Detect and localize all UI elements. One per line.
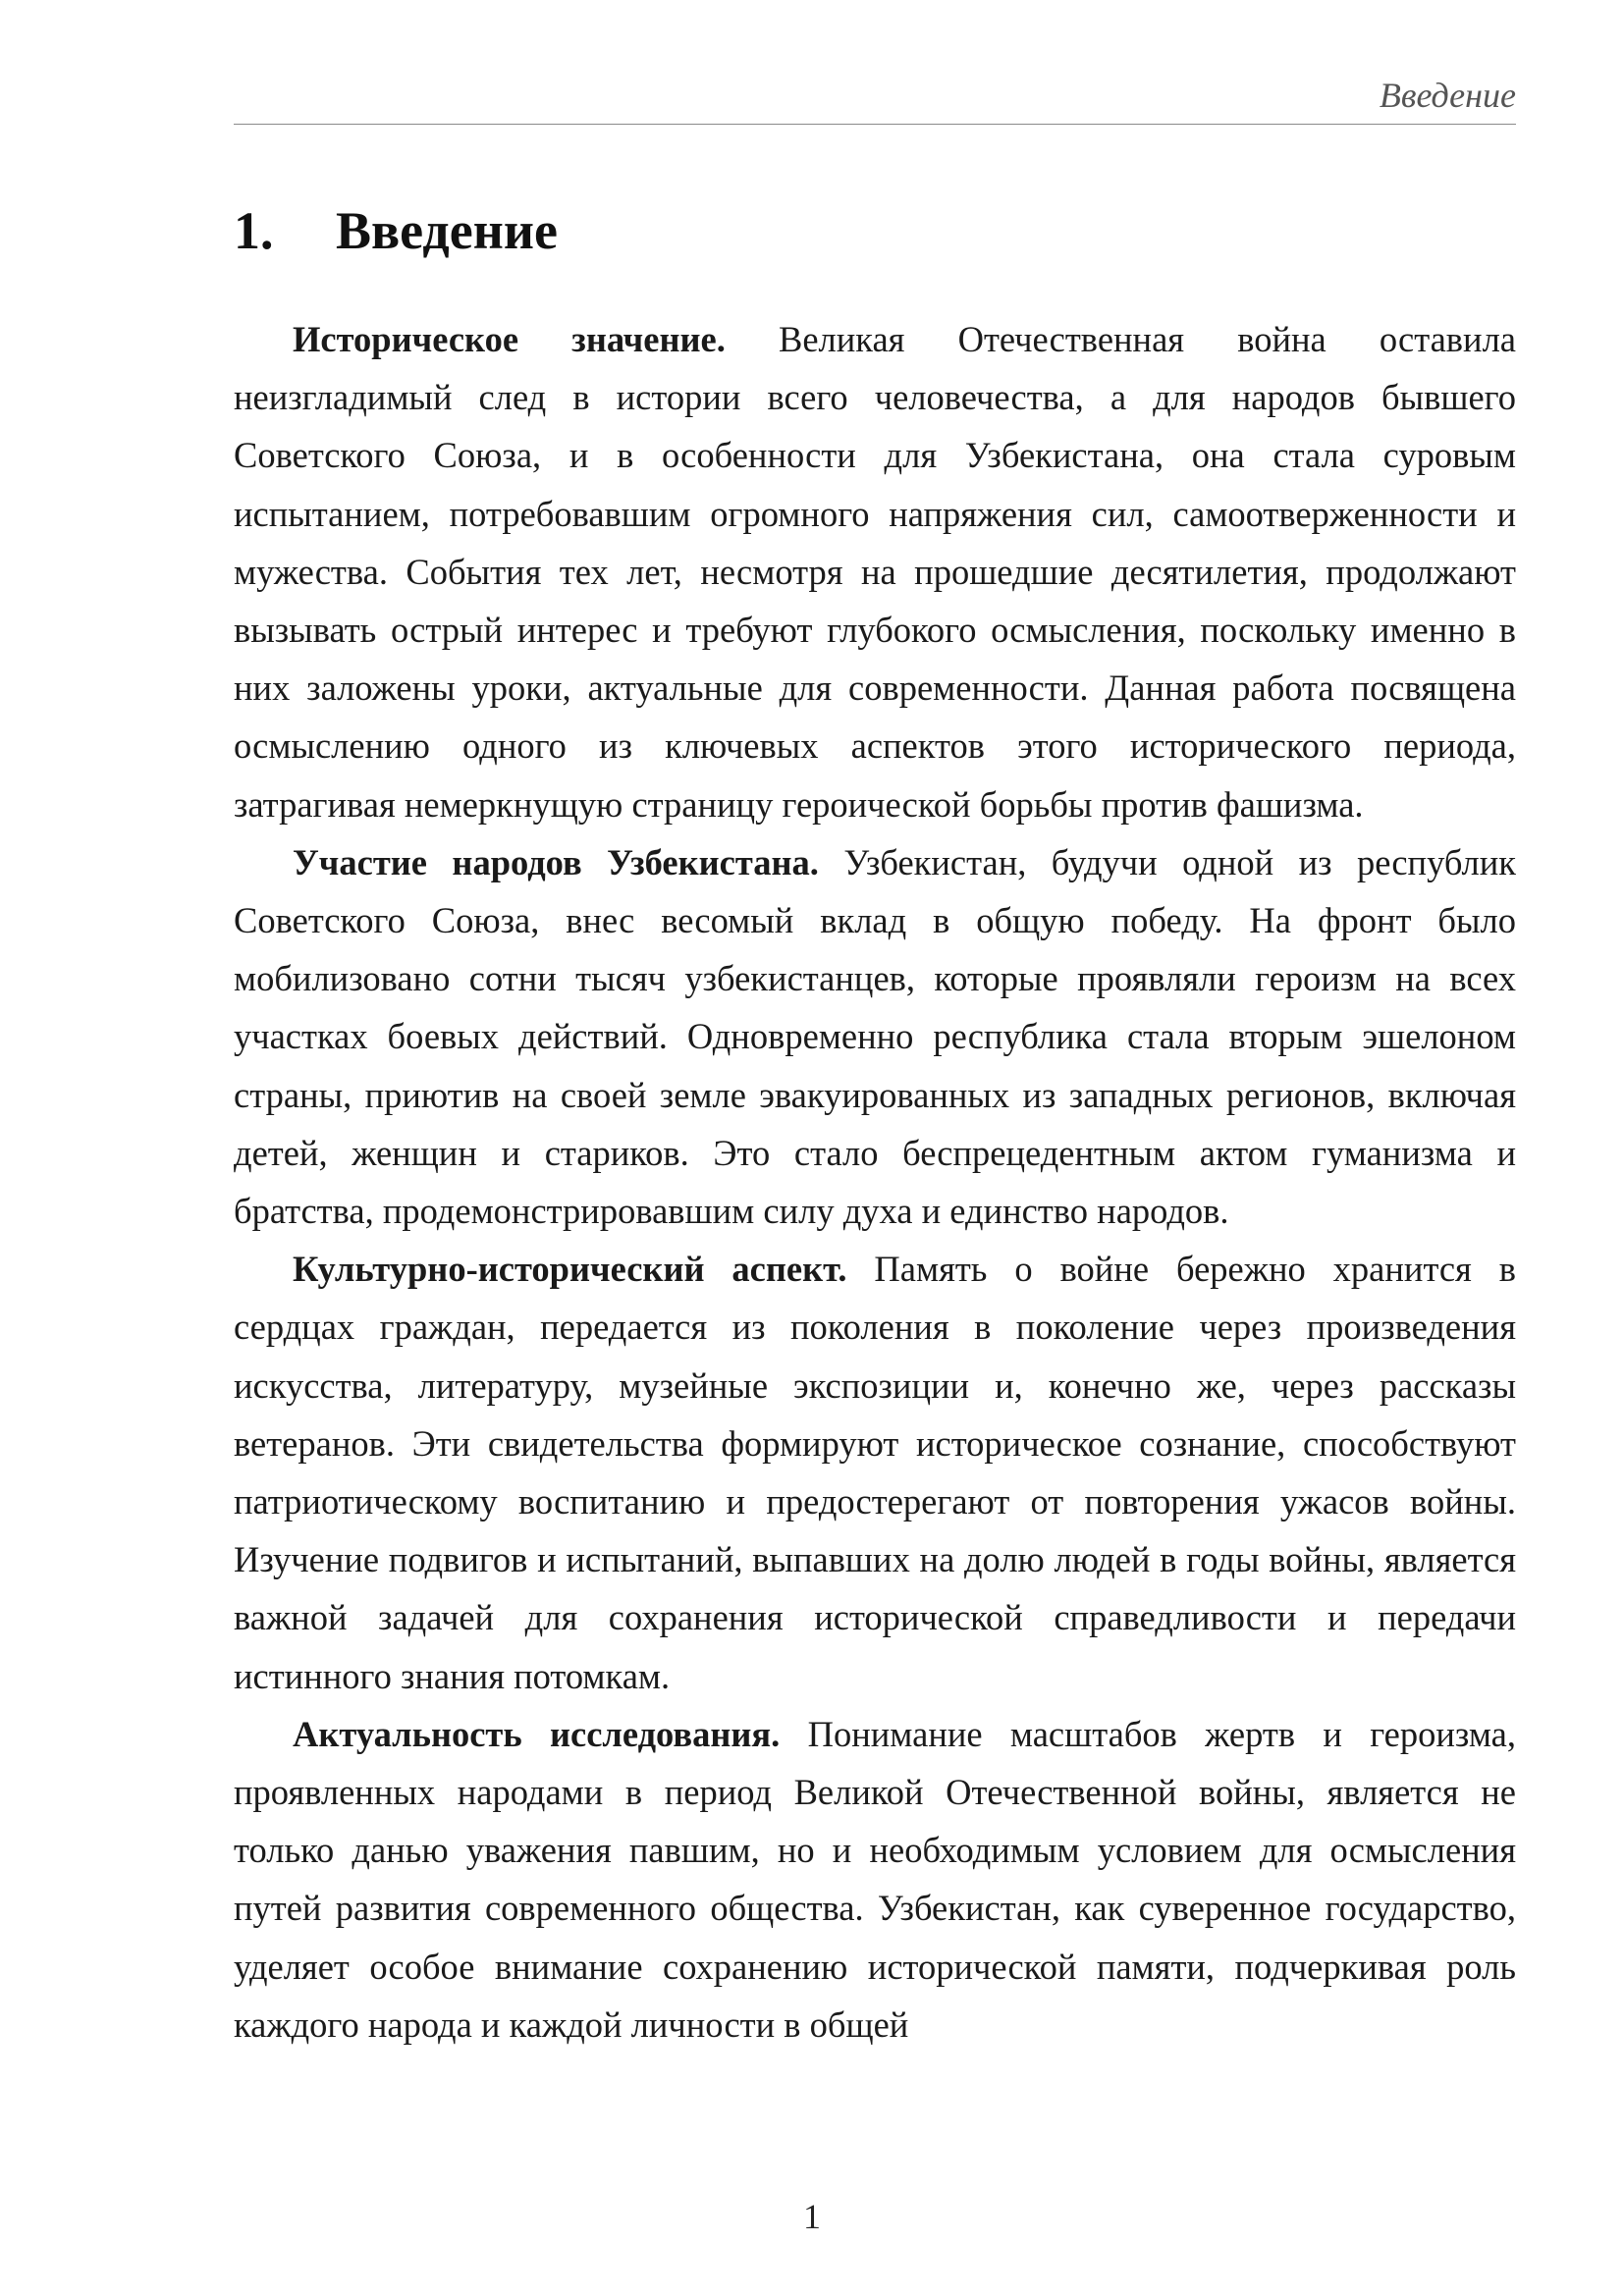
running-header [234, 71, 1516, 125]
page-number: 1 [803, 2197, 821, 2236]
paragraph-text: Великая Отечественная война оставила неизгладимый след в истории всего человечества, а для народов бывшего Советского Союза, и в особенности для Узбекистана, она стала суровым испытанием, потребовавшим огромного напряжения сил, самоотверженности и мужества. События тех лет, несмотря на прошедшие десятилетия, продолжают вызывать острый интерес и требуют глубокого осмысления, поскольку именно в них заложены уроки, актуальные для современности. Данная работа посвящена осмыслению одного из ключевых аспектов этого исторического периода, затрагивая немеркнущую страницу героической борьбы против фашизма. [234, 319, 1516, 825]
paragraph-cultural-historical [234, 1240, 1516, 1705]
chapter-heading [234, 200, 558, 261]
paragraph-text: Память о войне бережно хранится в сердцах граждан, передается из поколения в поколение через произведения искусства, литературу, музейные экспозиции и, конечно же, через рассказы ветеранов. Эти свидетельства формируют историческое сознание, способствуют патриотическому воспитанию и предостерегают от повторения ужасов войны. Изучение подвигов и испытаний, выпавших на долю людей в годы войны, является важной задачей для сохранения исторической справедливости и передачи истинного знания потомкам. [234, 1249, 1516, 1696]
paragraph-text: Понимание масштабов жертв и героизма, проявленных народами в период Великой Отечественной войны, является не только данью уважения павшим, но и необходимым условием для осмысления путей развития современного общества. Узбекистан, как суверенное государство, уделяет особое внимание сохранению исторической памяти, подчеркивая роль каждого народа и каждой личности в общей [234, 1713, 1516, 2045]
paragraph-text: Узбекистан, будучи одной из республик Советского Союза, внес весомый вклад в общую победу. На фронт было мобилизовано сотни тысяч узбекистанцев, которые проявляли героизм на всех участках боевых действий. Одновременно республика стала вторым эшелоном страны, приютив на своей земле эвакуированных из западных регионов, включая детей, женщин и стариков. Это стало беспрецедентным актом гуманизма и братства, продемонстрировавшим силу духа и единство народов. [234, 841, 1517, 1232]
paragraph-lead: Актуальность исследования. [293, 1713, 781, 1754]
paragraph-lead: Культурно-исторический аспект. [293, 1249, 847, 1290]
body-text [234, 310, 1516, 2054]
paragraph-historical-significance [234, 310, 1516, 833]
paragraph-lead: Историческое значение. [293, 319, 726, 359]
chapter-number: 1. [234, 201, 274, 260]
chapter-title: Введение [336, 201, 558, 260]
running-header-title: Введение [1379, 76, 1516, 115]
paragraph-lead: Участие народов Узбекистана. [293, 841, 819, 882]
paragraph-research-relevance [234, 1705, 1516, 2054]
paragraph-uzbekistan-participation [234, 833, 1516, 1240]
